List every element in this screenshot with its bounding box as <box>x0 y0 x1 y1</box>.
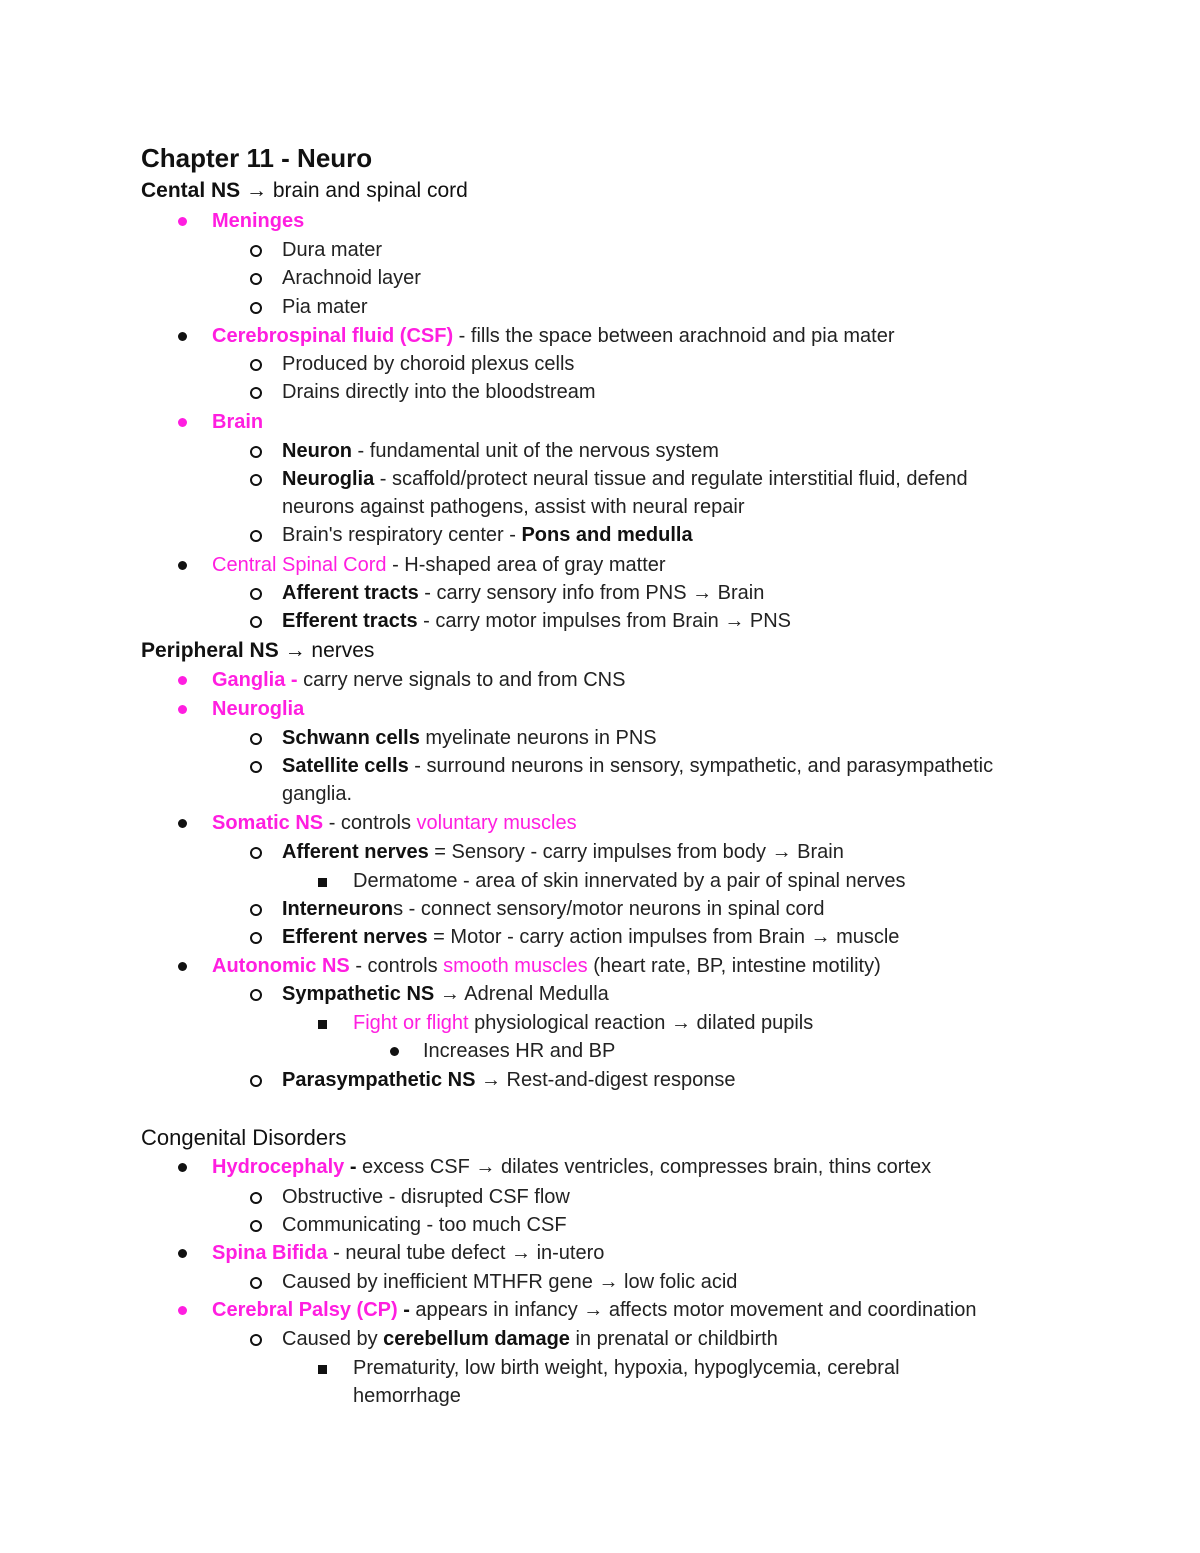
bullet-circle-icon <box>250 932 262 944</box>
bullet-circle-icon <box>250 616 262 628</box>
bullet-circle-icon <box>250 302 262 314</box>
bullet-disc-icon <box>178 561 187 570</box>
list-item-spinal-cord: Central Spinal Cord - H-shaped area of gray matter <box>0 551 1200 579</box>
list-item-neuroglia-continued: neurons against pathogens, assist with neural repair <box>282 496 745 518</box>
bullet-circle-icon <box>250 733 262 745</box>
list-item-mthfr: Caused by inefficient MTHFR gene → low folic acid <box>0 1268 1200 1296</box>
list-item-efferent-nerves: Efferent nerves = Motor - carry action impulses from Brain → muscle <box>0 923 1200 951</box>
bullet-circle-icon <box>250 359 262 371</box>
bullet-circle-icon <box>250 446 262 458</box>
list-item-csf-drains: Drains directly into the bloodstream <box>0 378 1200 406</box>
list-item-afferent-nerves: Afferent nerves = Sensory - carry impulses from body → Brain <box>0 838 1200 866</box>
bullet-disc-icon <box>178 418 187 427</box>
bullet-circle-icon <box>250 530 262 542</box>
bullet-circle-icon <box>250 761 262 773</box>
bullet-disc-icon <box>178 217 187 226</box>
bullet-disc-icon <box>390 1047 399 1056</box>
list-item-interneurons: Interneurons - connect sensory/motor neurons in spinal cord <box>0 895 1200 923</box>
list-item-obstructive: Obstructive - disrupted CSF flow <box>0 1183 1200 1211</box>
list-item-afferent-tracts: Afferent tracts - carry sensory info from PNS → Brain <box>0 579 1200 607</box>
bullet-disc-icon <box>178 1163 187 1172</box>
section-heading-congenital: Congenital Disorders <box>141 1125 347 1150</box>
bullet-circle-icon <box>250 904 262 916</box>
bullet-circle-icon <box>250 1277 262 1289</box>
list-item-cerebellum: Caused by cerebellum damage in prenatal or childbirth <box>0 1325 1200 1353</box>
list-item-neuroglia: Neuroglia - scaffold/protect neural tissue and regulate interstitial fluid, defend <box>0 465 1200 493</box>
bullet-disc-icon <box>178 332 187 341</box>
bullet-circle-icon <box>250 1334 262 1346</box>
bullet-circle-icon <box>250 989 262 1001</box>
bullet-circle-icon <box>250 588 262 600</box>
bullet-square-icon <box>318 1365 327 1374</box>
bullet-circle-icon <box>250 474 262 486</box>
list-item-sympathetic: Sympathetic NS → Adrenal Medulla <box>0 980 1200 1008</box>
bullet-circle-icon <box>250 1075 262 1087</box>
bullet-disc-icon <box>178 1306 187 1315</box>
list-item-dura: Dura mater <box>0 236 1200 264</box>
list-item-csf-produced: Produced by choroid plexus cells <box>0 350 1200 378</box>
list-item-pns-neuroglia: Neuroglia <box>0 695 1200 723</box>
list-item-parasympathetic: Parasympathetic NS → Rest-and-digest response <box>0 1066 1200 1094</box>
bullet-circle-icon <box>250 387 262 399</box>
list-item-communicating: Communicating - too much CSF <box>0 1211 1200 1239</box>
bullet-disc-icon <box>178 819 187 828</box>
bullet-square-icon <box>318 1020 327 1029</box>
list-item-fight-or-flight: Fight or flight physiological reaction → dilated pupils <box>0 1009 1200 1037</box>
bullet-circle-icon <box>250 847 262 859</box>
bullet-disc-icon <box>178 1249 187 1258</box>
bullet-disc-icon <box>178 676 187 685</box>
list-item-schwann: Schwann cells myelinate neurons in PNS <box>0 724 1200 752</box>
bullet-circle-icon <box>250 273 262 285</box>
list-item-ganglia: Ganglia - carry nerve signals to and from CNS <box>0 666 1200 694</box>
bullet-disc-icon <box>178 705 187 714</box>
list-item-risk-factors: Prematurity, low birth weight, hypoxia, hypoglycemia, cerebral <box>0 1354 1200 1382</box>
list-item-satellite: Satellite cells - surround neurons in sensory, sympathetic, and parasympathetic <box>0 752 1200 780</box>
list-item-dermatome: Dermatome - area of skin innervated by a pair of spinal nerves <box>0 867 1200 895</box>
bullet-square-icon <box>318 878 327 887</box>
list-item-respiratory: Brain's respiratory center - Pons and medulla <box>0 521 1200 549</box>
list-item-csf: Cerebrospinal fluid (CSF) - fills the space between arachnoid and pia mater <box>0 322 1200 350</box>
list-item-risk-continued: hemorrhage <box>353 1385 461 1407</box>
list-item-hydrocephaly: Hydrocephaly - excess CSF → dilates ventricles, compresses brain, thins cortex <box>0 1153 1200 1181</box>
bullet-circle-icon <box>250 1220 262 1232</box>
bullet-circle-icon <box>250 245 262 257</box>
section-heading-cns: Cental NS → brain and spinal cord <box>141 179 468 202</box>
list-item-neuron: Neuron - fundamental unit of the nervous system <box>0 437 1200 465</box>
list-item-increases-hr: Increases HR and BP <box>0 1037 1200 1065</box>
list-item-meninges: Meninges <box>0 207 1200 235</box>
list-item-cerebral-palsy: Cerebral Palsy (CP) - appears in infancy → affects motor movement and coordination <box>0 1296 1200 1324</box>
bullet-disc-icon <box>178 962 187 971</box>
section-heading-pns: Peripheral NS → nerves <box>141 639 375 662</box>
bullet-circle-icon <box>250 1192 262 1204</box>
list-item-arachnoid: Arachnoid layer <box>0 264 1200 292</box>
list-item-satellite-continued: ganglia. <box>282 783 353 805</box>
list-item-somatic: Somatic NS - controls voluntary muscles <box>0 809 1200 837</box>
list-item-efferent-tracts: Efferent tracts - carry motor impulses from Brain → PNS <box>0 607 1200 635</box>
list-item-spina-bifida: Spina Bifida - neural tube defect → in-utero <box>0 1239 1200 1267</box>
list-item-autonomic: Autonomic NS - controls smooth muscles (heart rate, BP, intestine motility) <box>0 952 1200 980</box>
list-item-brain: Brain <box>0 408 1200 436</box>
page-title: Chapter 11 - Neuro <box>141 143 373 173</box>
list-item-pia: Pia mater <box>0 293 1200 321</box>
